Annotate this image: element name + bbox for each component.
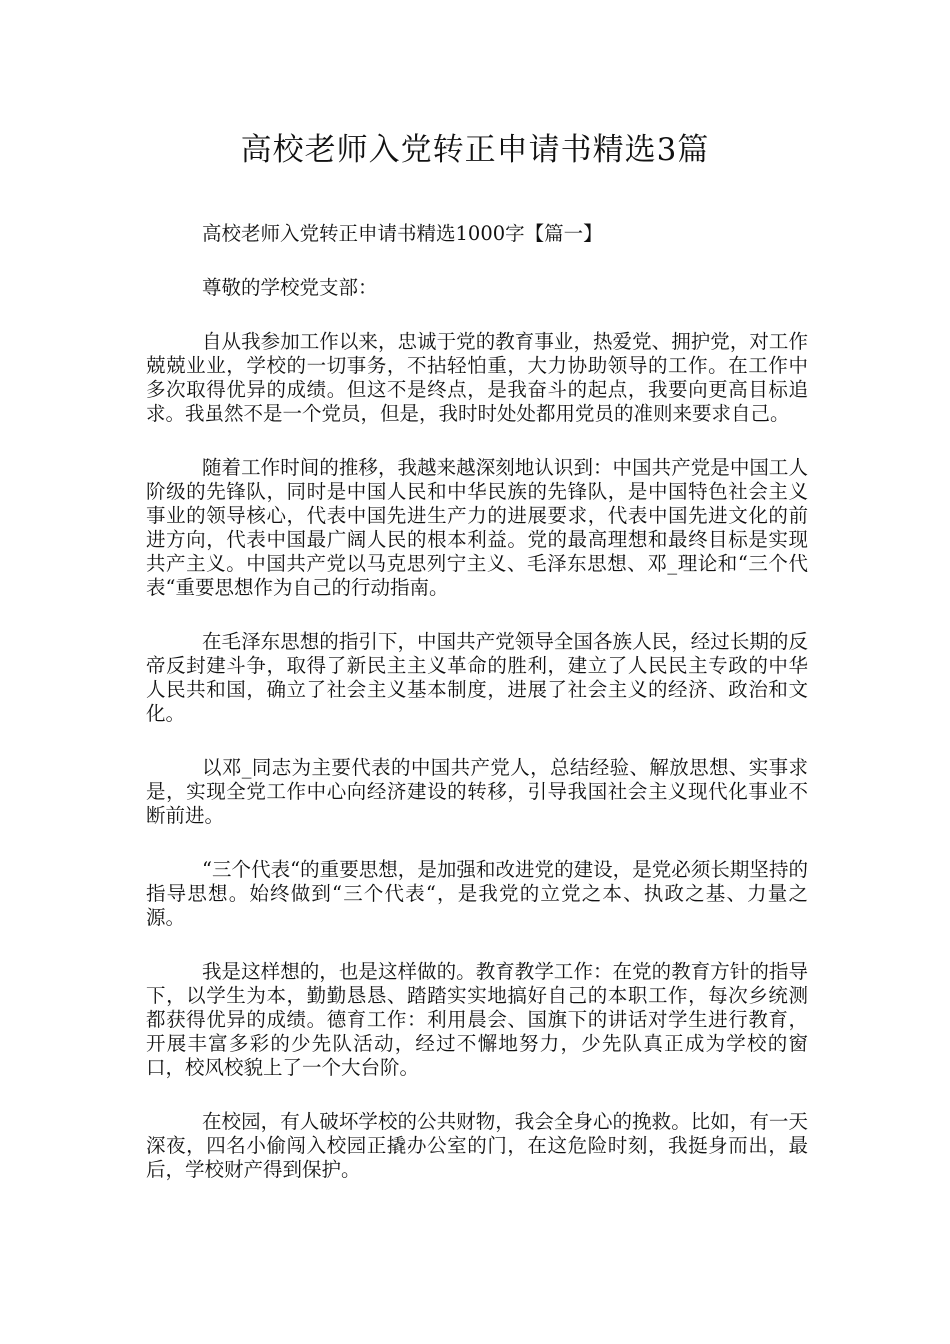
paragraph-5: “三个代表“的重要思想，是加强和改进党的建设，是党必须长期坚持的指导思想。始终做到“三个代表“，是我党的立党之本、执政之基、力量之源。 [146,858,808,929]
document-body [146,222,808,1212]
section-heading: 高校老师入党转正申请书精选1000字【篇一】 [202,222,603,245]
paragraph-3: 在毛泽东思想的指引下，中国共产党领导全国各族人民，经过长期的反帝反封建斗争，取得了新民主主义革命的胜利，建立了人民民主专政的中华人民共和国，确立了社会主义基本制度，进展了社会主义的经济、政治和文化。 [146,630,808,725]
paragraph-6: 我是这样想的，也是这样做的。教育教学工作：在党的教育方针的指导下，以学生为本，勤勤恳恳、踏踏实实地搞好自己的本职工作，每次乡统测都获得优异的成绩。德育工作：利用晨会、国旗下的讲话对学生进行教育，开展丰富多彩的少先队活动，经过不懈地努力，少先队真正成为学校的窗口，校风校貌上了一个大台阶。 [146,960,808,1079]
salutation: 尊敬的学校党支部： [202,276,378,299]
paragraph-4: 以邓_同志为主要代表的中国共产党人，总结经验、解放思想、实事求是，实现全党工作中心向经济建设的转移，引导我国社会主义现代化事业不断前进。 [146,756,808,827]
paragraph-7: 在校园，有人破坏学校的公共财物，我会全身心的挽救。比如，有一天深夜，四名小偷闯入校园正撬办公室的门，在这危险时刻，我挺身而出，最后，学校财产得到保护。 [146,1110,808,1181]
paragraph-1: 自从我参加工作以来，忠诚于党的教育事业，热爱党、拥护党，对工作兢兢业业，学校的一切事务，不拈轻怕重，大力协助领导的工作。在工作中多次取得优异的成绩。但这不是终点，是我奋斗的起点，我要向更高目标追求。我虽然不是一个党员，但是，我时时处处都用党员的准则来要求自己。 [146,330,808,425]
document-title: 高校老师入党转正申请书精选3篇 [240,132,710,168]
paragraph-2: 随着工作时间的推移，我越来越深刻地认识到：中国共产党是中国工人阶级的先锋队，同时是中国人民和中华民族的先锋队，是中国特色社会主义事业的领导核心，代表中国先进生产力的进展要求，代表中国先进文化的前进方向，代表中国最广阔人民的根本利益。党的最高理想和最终目标是实现共产主义。中国共产党以马克思列宁主义、毛泽东思想、邓_理论和“三个代表“重要思想作为自己的行动指南。 [146,456,808,599]
